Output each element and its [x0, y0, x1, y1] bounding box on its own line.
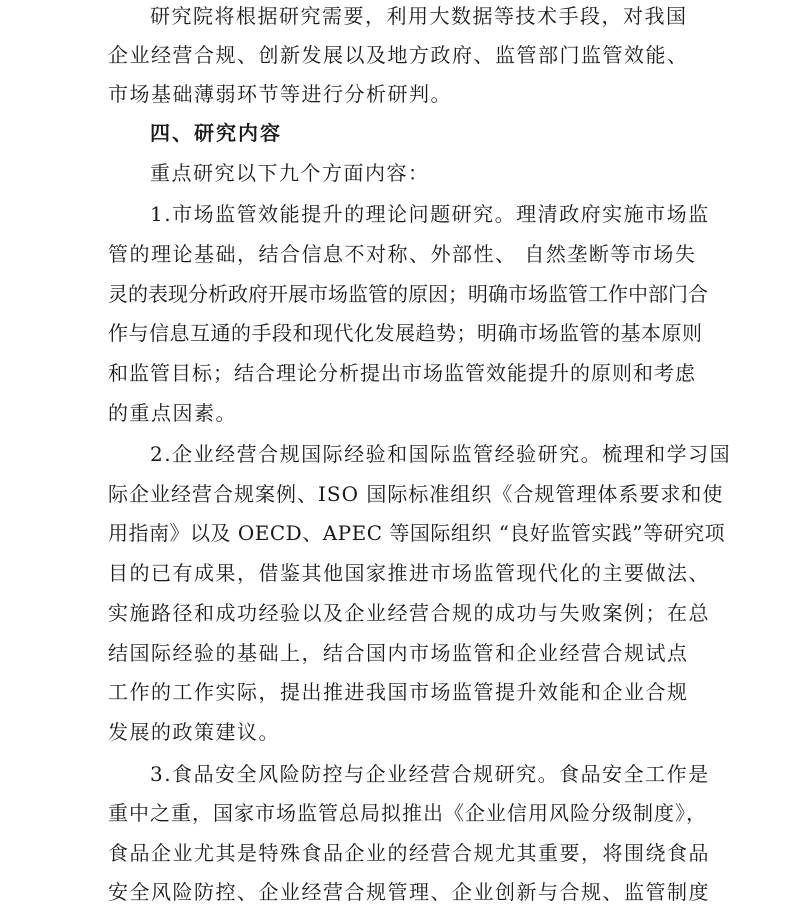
- text-line-14: 用指南》以及 OECD、APEC 等国际组织 “良好监管实践”等研究项: [108, 521, 726, 545]
- text-line-5: 重点研究以下九个方面内容：: [150, 161, 430, 185]
- section-heading: 四、研究内容: [150, 121, 282, 145]
- text-line-11: 的重点因素。: [108, 401, 237, 425]
- text-line-18: 工作的工作实际，提出推进我国市场监管提升效能和企业合规: [108, 680, 689, 704]
- text-line-1: 研究院将根据研究需要，利用大数据等技术手段，对我国: [150, 4, 688, 28]
- text-line-17: 结国际经验的基础上，结合国内市场监管和企业经营合规试点: [108, 641, 689, 665]
- text-line-19: 发展的政策建议。: [108, 720, 280, 744]
- text-line-20: 3.食品安全风险防控与企业经营合规研究。食品安全工作是: [150, 762, 710, 786]
- text-line-21: 重中之重，国家市场监管总局拟推出《企业信用风险分级制度》，: [108, 801, 707, 825]
- text-line-16: 实施路径和成功经验以及企业经营合规的成功与失败案例；在总: [108, 601, 710, 625]
- text-line-2: 企业经营合规、创新发展以及地方政府、监管部门监管效能、: [108, 43, 689, 67]
- text-line-22: 食品企业尤其是特殊食品企业的经营合规尤其重要，将围绕食品: [108, 841, 710, 865]
- text-line-10: 和监管目标；结合理论分析提出市场监管效能提升的原则和考虑: [108, 361, 696, 385]
- text-line-7: 管的理论基础，结合信息不对称、外部性、 自然垄断等市场失: [108, 242, 697, 266]
- text-line-3: 市场基础薄弱环节等进行分析研判。: [108, 82, 452, 106]
- text-line-6: 1.市场监管效能提升的理论问题研究。理清政府实施市场监: [150, 202, 710, 226]
- text-line-13: 际企业经营合规案例、ISO 国际标准组织《合规管理体系要求和使: [108, 482, 724, 506]
- text-line-9: 作与信息互通的手段和现代化发展趋势；明确市场监管的基本原则: [108, 321, 703, 345]
- text-line-23: 安全风险防控、企业经营合规管理、企业创新与合规、监管制度: [108, 880, 710, 904]
- text-line-8: 灵的表现分析政府开展市场监管的原因；明确市场监管工作中部门合: [108, 282, 708, 306]
- text-line-12: 2.企业经营合规国际经验和国际监管经验研究。梳理和学习国: [150, 442, 732, 466]
- text-line-15: 目的已有成果，借鉴其他国家推进市场监管现代化的主要做法、: [108, 561, 710, 585]
